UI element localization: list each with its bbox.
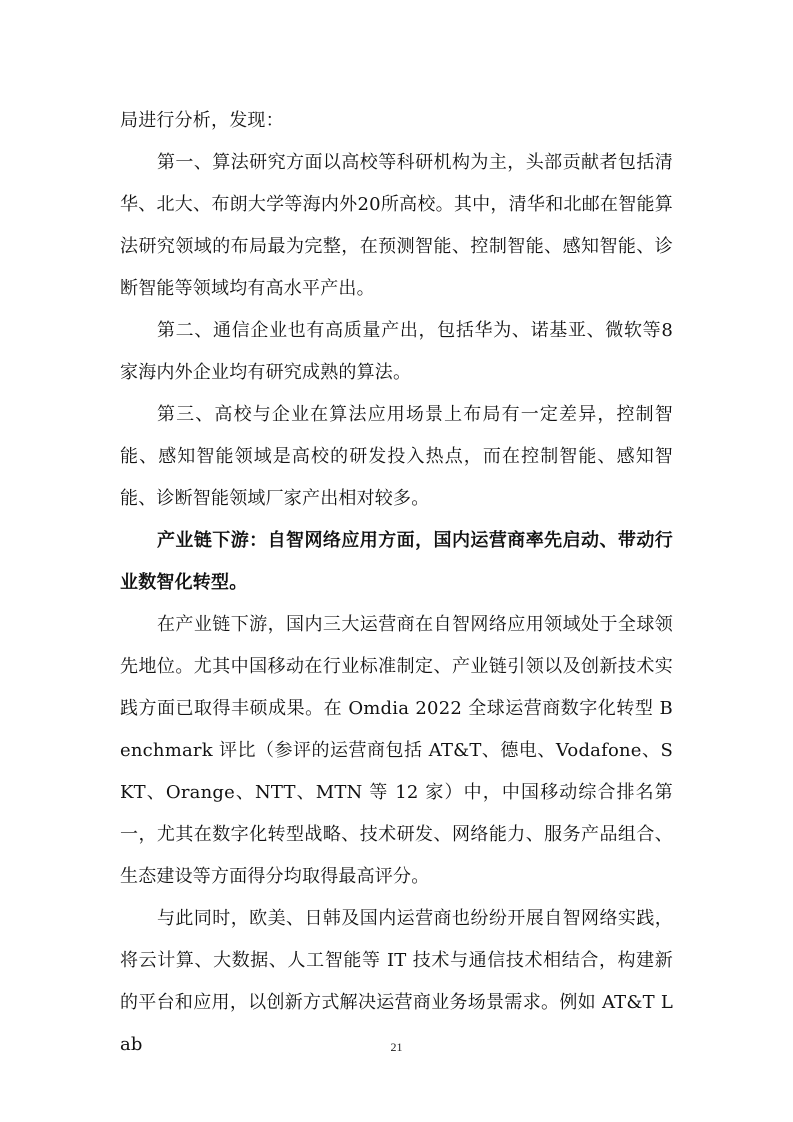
paragraph-downstream: 在产业链下游，国内三大运营商在自智网络应用领域处于全球领先地位。尤其中国移动在行业标准制定、产业链引领以及创新技术实践方面已取得丰硕成果。在 Omdia 2022 全球运营商数字化转型 Benchmark 评比（参评的运营商包括 AT&T、德电、Vodafone、SKT、Orange、NTT、MTN 等 12 家）中，中国移动综合排名第一，尤其在数字化转型战略、技术研发、网络能力、服务产品组合、生态建设等方面得分均取得最高评分。	[120, 614, 673, 887]
section-heading-downstream: 产业链下游：自智网络应用方面，国内运营商率先启动、带动行业数智化转型。	[120, 530, 673, 593]
paragraph-third-finding: 第三、高校与企业在算法应用场景上布局有一定差异，控制智能、感知智能领域是高校的研发投入热点，而在控制智能、感知智能、诊断智能领域厂家产出相对较多。	[120, 404, 673, 509]
page-number: 21	[390, 1040, 403, 1054]
paragraph-second-finding: 第二、通信企业也有高质量产出，包括华为、诺基亚、微软等8家海内外企业均有研究成熟的算法。	[120, 320, 673, 383]
paragraph-operators: 与此同时，欧美、日韩及国内运营商也纷纷开展自智网络实践，将云计算、大数据、人工智能等 IT 技术与通信技术相结合，构建新的平台和应用，以创新方式解决运营商业务场景需求。例如 AT&T Lab	[120, 908, 673, 1055]
document-body	[120, 100, 673, 1066]
paragraph-intro: 局进行分析，发现：	[120, 110, 284, 131]
paragraph-first-finding: 第一、算法研究方面以高校等科研机构为主，头部贡献者包括清华、北大、布朗大学等海内外20所高校。其中，清华和北邮在智能算法研究领域的布局最为完整，在预测智能、控制智能、感知智能、诊断智能等领域均有高水平产出。	[120, 152, 673, 299]
